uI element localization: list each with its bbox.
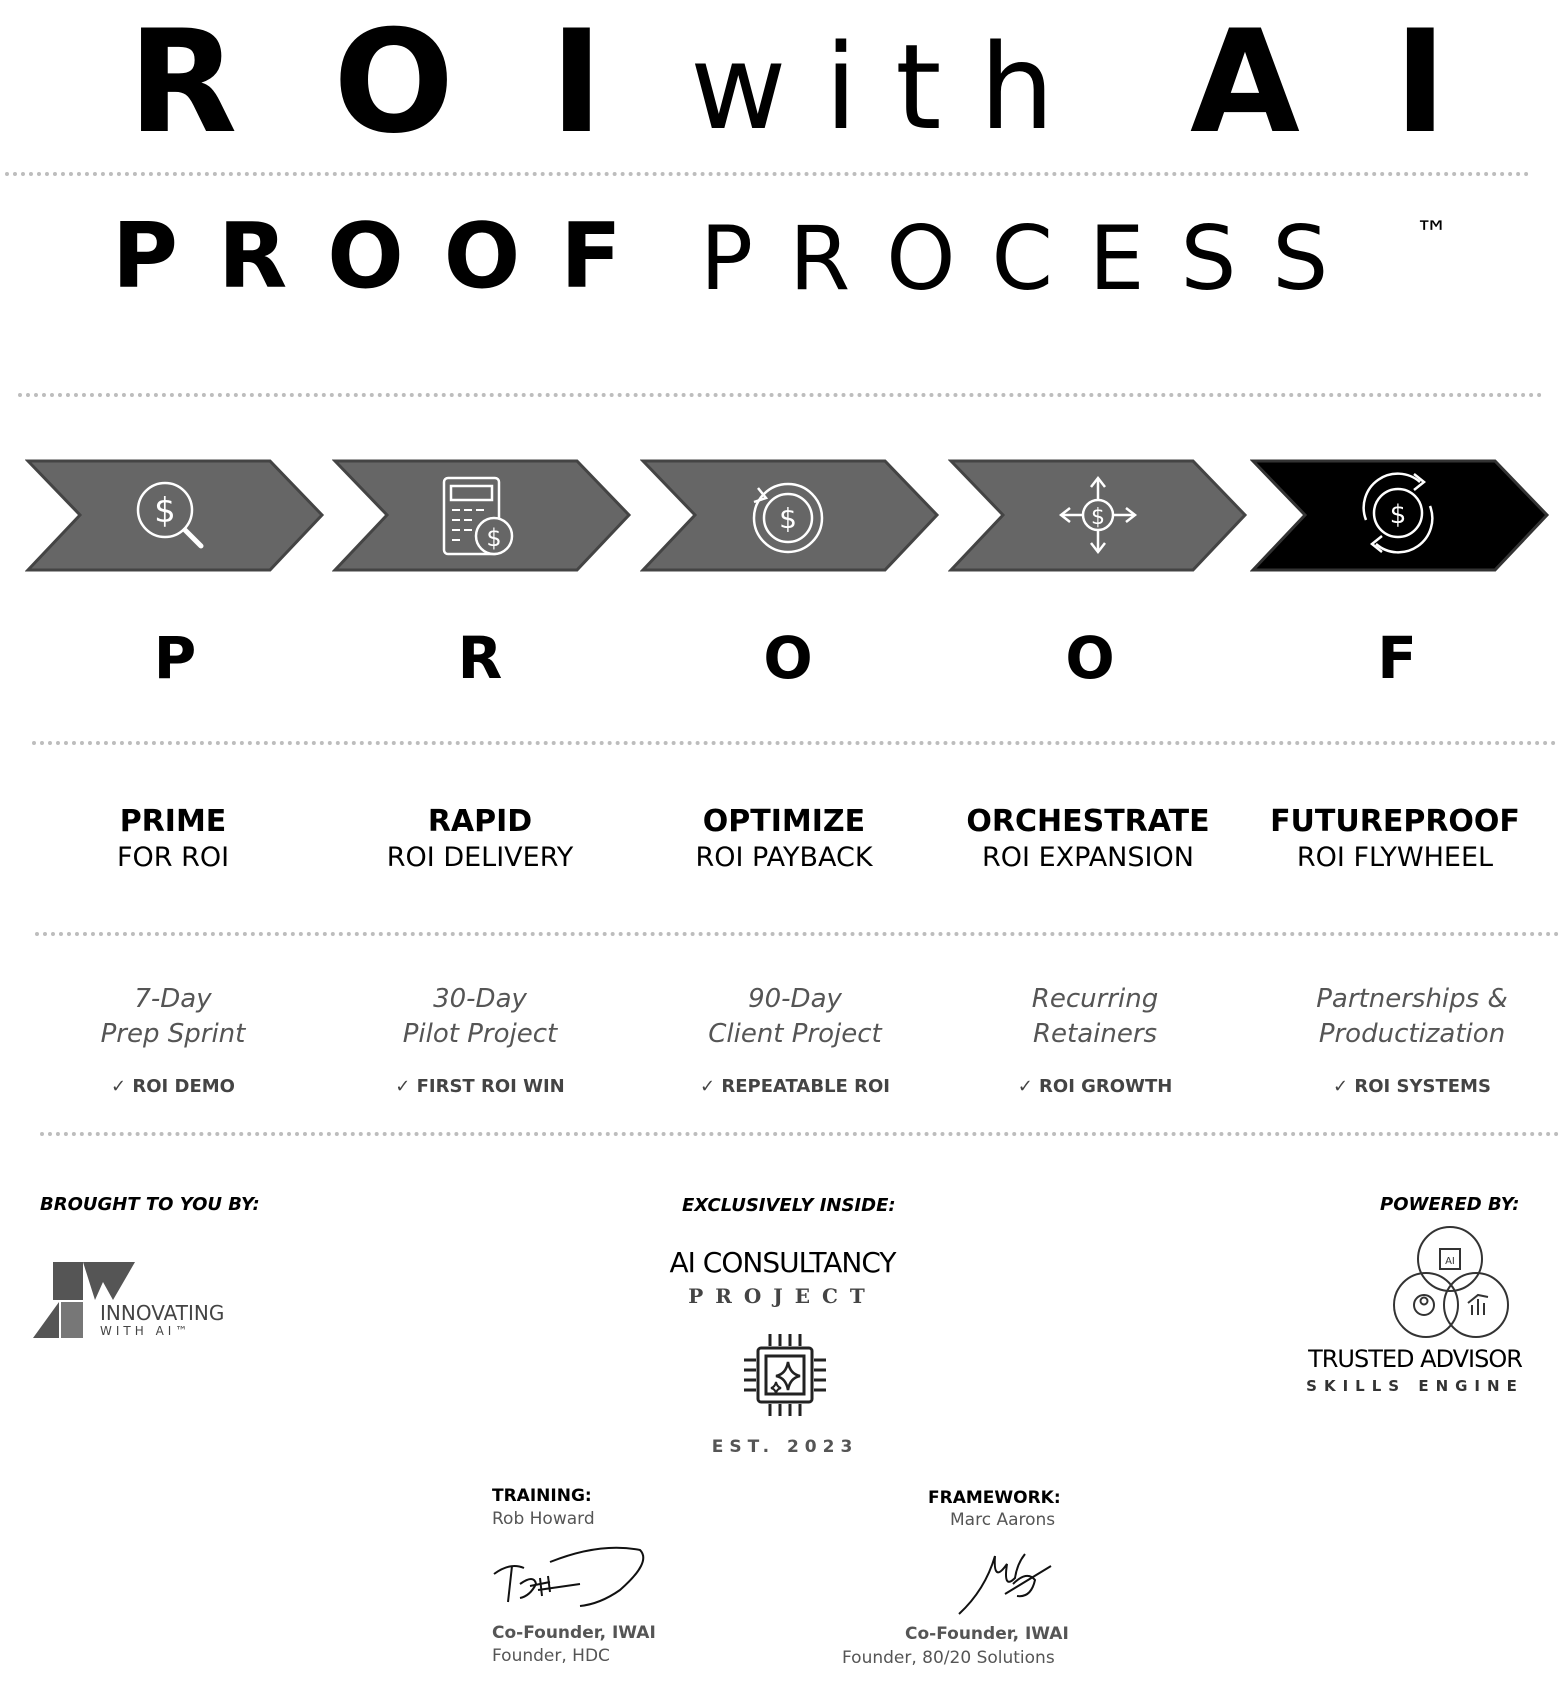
step-desc-line: 7-Day [134, 984, 212, 1014]
trademark-mark: ™ [1415, 214, 1449, 254]
arrow-step-o2 [948, 458, 1248, 573]
marc-aarons-signature [955, 1540, 1065, 1620]
step-check-orchestrate: ✓ ROI GROWTH [1017, 1076, 1173, 1097]
divider [18, 393, 1543, 397]
step-check-rapid: ✓ FIRST ROI WIN [395, 1076, 565, 1097]
framework-role-1: Co-Founder, IWAI [905, 1624, 1069, 1644]
step-desc-prime [23, 982, 323, 1052]
step-title-rapid: RAPID [427, 804, 533, 839]
step-letter-r: R [457, 624, 503, 692]
svg-text:$: $ [779, 502, 797, 535]
iwai-text-line1: INNOVATING [100, 1301, 225, 1325]
divider [40, 1132, 1560, 1136]
arrow-step-r [332, 458, 632, 573]
dollar-cycle-icon [754, 484, 822, 552]
title-with: with [690, 18, 1093, 156]
framework-label: FRAMEWORK: [928, 1488, 1061, 1508]
step-title-orchestrate: ORCHESTRATE [966, 804, 1210, 839]
step-title-futureproof: FUTUREPROOF [1270, 804, 1520, 839]
divider [32, 741, 1557, 745]
step-subtitle-rapid: ROI DELIVERY [386, 842, 574, 873]
arrow-step-p [25, 458, 325, 573]
svg-text:$: $ [486, 524, 502, 552]
step-desc-line: Client Project [708, 1019, 882, 1049]
step-desc-line: Productization [1318, 1019, 1506, 1049]
svg-text:$: $ [1389, 500, 1407, 530]
title-ai: AI [1190, 0, 1541, 165]
step-subtitle-prime: FOR ROI [116, 842, 230, 873]
divider [5, 172, 1530, 176]
subtitle-proof: PROOF [112, 204, 662, 309]
step-check-optimize: ✓ REPEATABLE ROI [700, 1076, 890, 1097]
step-check-futureproof: ✓ ROI SYSTEMS [1333, 1076, 1491, 1097]
chip-sparkle-icon [740, 1330, 830, 1420]
venn-skills-icon [1388, 1225, 1518, 1345]
iwai-text-line2: WITH AI™ [100, 1324, 192, 1338]
step-letter-o2: O [1065, 624, 1115, 692]
step-title-optimize: OPTIMIZE [702, 804, 866, 839]
step-subtitle-orchestrate: ROI EXPANSION [982, 842, 1194, 873]
step-letter-o1: O [763, 624, 813, 692]
subtitle-process: PROCESS [700, 207, 1365, 310]
step-desc-line: Pilot Project [402, 1019, 558, 1049]
aicp-text-line2: PROJECT [688, 1284, 877, 1308]
step-check-prime: ✓ ROI DEMO [111, 1076, 235, 1097]
title-roi: ROI [128, 0, 699, 165]
step-desc-futureproof [1262, 982, 1562, 1052]
step-desc-line: Partnerships & [1316, 984, 1508, 1014]
step-desc-orchestrate [945, 982, 1245, 1052]
training-role-1: Co-Founder, IWAI [492, 1623, 656, 1643]
step-desc-line: 30-Day [433, 984, 527, 1014]
powered-label: POWERED BY: [1380, 1194, 1520, 1215]
step-letter-f: F [1377, 624, 1417, 692]
arrow-step-f [1250, 458, 1550, 573]
tase-text-line1: TRUSTED ADVISOR [1308, 1345, 1522, 1373]
step-title-prime: PRIME [119, 804, 227, 839]
aicp-text-line1: AI CONSULTANCY [669, 1246, 896, 1279]
step-desc-line: Retainers [1032, 1019, 1158, 1049]
rob-howard-signature [490, 1540, 650, 1620]
step-desc-line: 90-Day [748, 984, 842, 1014]
step-desc-line: Prep Sprint [100, 1019, 246, 1049]
svg-text:AI: AI [1445, 1256, 1455, 1267]
step-desc-rapid [330, 982, 630, 1052]
exclusive-label: EXCLUSIVELY INSIDE: [682, 1195, 896, 1216]
step-subtitle-futureproof: ROI FLYWHEEL [1296, 842, 1494, 873]
step-desc-optimize [645, 982, 945, 1052]
brought-label: BROUGHT TO YOU BY: [40, 1194, 260, 1215]
divider [35, 932, 1560, 936]
training-role-2: Founder, HDC [492, 1646, 610, 1666]
aicp-est: EST. 2023 [711, 1437, 859, 1457]
step-subtitle-optimize: ROI PAYBACK [695, 842, 873, 873]
svg-text:$: $ [154, 491, 176, 531]
step-letter-p: P [153, 624, 197, 692]
training-label: TRAINING: [492, 1486, 592, 1506]
step-desc-line: Recurring [1031, 984, 1159, 1014]
tase-text-line2: SKILLS ENGINE [1306, 1377, 1524, 1395]
framework-role-2: Founder, 80/20 Solutions [842, 1648, 1055, 1668]
arrow-step-o1 [640, 458, 940, 573]
framework-name: Marc Aarons [950, 1510, 1056, 1530]
training-name: Rob Howard [492, 1509, 595, 1529]
svg-text:$: $ [1091, 505, 1105, 530]
